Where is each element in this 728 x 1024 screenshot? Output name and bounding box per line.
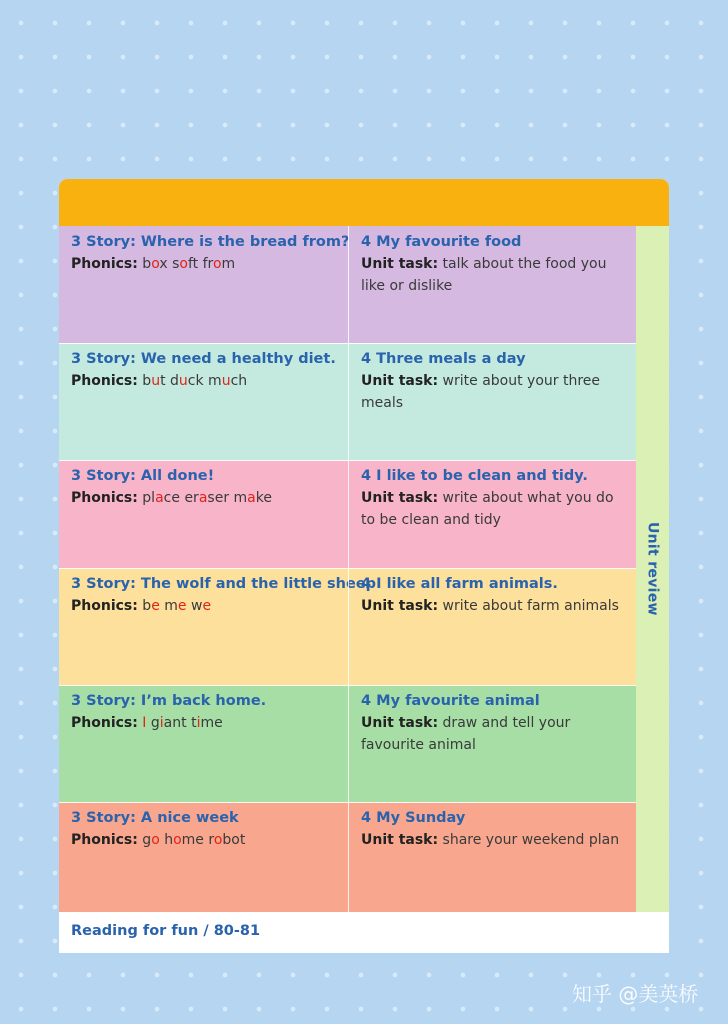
task-text-6: share your weekend plan [442,832,620,848]
phonics-highlight-letter: e [151,598,160,614]
topic-title-4: 4 I like all farm animals. [361,576,558,592]
phonics-highlight-letter: o [179,256,188,272]
story-title-4: 3 Story: The wolf and the little sheep [71,576,377,592]
topic-title-3: 4 I like to be clean and tidy. [361,468,588,484]
unit-row-2 [59,343,636,460]
story-cell-3 [59,460,348,568]
phonics-letters: ft [187,256,203,272]
phonics-label-6: Phonics: [71,832,138,848]
story-cell-1 [59,226,348,343]
phonics-label-3: Phonics: [71,490,138,506]
phonics-label-4: Phonics: [71,598,138,614]
phonics-letters: ser [207,490,234,506]
phonics-label-2: Phonics: [71,373,138,389]
task-text-4: write about farm animals [442,598,619,614]
phonics-letters: ck [187,373,209,389]
task-text-2: write about your three meals [361,373,601,411]
phonics-letters: pl [142,490,156,506]
unit-review-label: Unit review [644,522,661,616]
topic-cell-2 [348,343,636,460]
phonics-highlight-letter: i [196,715,201,731]
phonics-highlight-letter: a [155,490,164,506]
unit-row-3 [59,460,636,568]
story-title-5: 3 Story: I’m back home. [71,693,267,709]
unit-row-5 [59,685,636,802]
phonics-letters: ant [163,715,192,731]
story-cell-6 [59,802,348,912]
story-cell-2 [59,343,348,460]
reading-for-fun-footer [59,912,669,953]
phonics-letters: b [142,373,152,389]
task-label-6: Unit task: [361,832,439,848]
topic-cell-1 [348,226,636,343]
row-divider [59,568,636,569]
story-title-1: 3 Story: Where is the bread from? [71,234,350,250]
phonics-words-4 [142,598,211,614]
phonics-highlight-letter: u [221,373,231,389]
topic-title-2: 4 Three meals a day [361,351,526,367]
syllabus-card [59,179,669,953]
phonics-letters: t [160,373,171,389]
phonics-label-5: Phonics: [71,715,138,731]
phonics-letters: ce [163,490,185,506]
unit-row-1 [59,226,636,343]
row-divider [59,685,636,686]
zhihu-watermark: 知乎 @美英桥 [572,982,699,1006]
topic-cell-3 [348,460,636,568]
phonics-highlight-letter: u [151,373,161,389]
phonics-highlight-letter: o [173,832,182,848]
task-label-3: Unit task: [361,490,439,506]
phonics-letters: g [146,715,160,731]
task-text-1: talk about the food you like or dislike [361,256,607,294]
row-divider [59,460,636,461]
phonics-letters: ke [255,490,272,506]
topic-title-1: 4 My favourite food [361,234,522,250]
row-divider [59,343,636,344]
topic-title-5: 4 My favourite animal [361,693,540,709]
phonics-highlight-letter: o [212,256,222,272]
card-header-bar [59,179,669,226]
phonics-letters: m [164,598,178,614]
phonics-highlight-letter: e [177,598,187,614]
phonics-words-6 [142,832,245,848]
story-cell-5 [59,685,348,802]
phonics-highlight-letter: o [151,256,160,272]
story-title-3: 3 Story: All done! [71,468,215,484]
phonics-letters: me [200,715,223,731]
phonics-label-1: Phonics: [71,256,138,272]
phonics-letters: m [233,490,248,506]
phonics-letters: fr [202,256,213,272]
phonics-letters: er [184,490,199,506]
phonics-words-3 [142,490,272,506]
story-title-6: 3 Story: A nice week [71,810,239,826]
footer-text: Reading for fun / 80-81 [71,923,261,939]
story-cell-4 [59,568,377,685]
phonics-letters: me r [181,832,214,848]
phonics-words-1 [142,256,235,272]
phonics-letters: d [170,373,179,389]
topic-cell-4 [348,568,636,685]
unit-review-label-wrap [636,226,669,912]
topic-cell-5 [348,685,636,802]
phonics-words-2 [142,373,247,389]
phonics-letters: s [172,256,180,272]
task-label-5: Unit task: [361,715,439,731]
task-label-2: Unit task: [361,373,439,389]
phonics-letters: t [191,715,197,731]
topic-cell-6 [348,802,636,912]
phonics-highlight-letter: o [213,832,223,848]
phonics-letters: b [142,598,152,614]
phonics-highlight-letter: u [178,373,188,389]
task-text-5: draw and tell your favourite animal [361,715,571,753]
task-label-1: Unit task: [361,256,439,272]
phonics-letters: b [142,256,152,272]
phonics-words-5 [142,715,222,731]
unit-row-6 [59,802,636,912]
phonics-letters: m [208,373,222,389]
phonics-highlight-letter: o [151,832,160,848]
phonics-highlight-letter: e [202,598,212,614]
phonics-letters: bot [222,832,246,848]
story-title-2: 3 Story: We need a healthy diet. [71,351,336,367]
phonics-highlight-letter: I [142,715,147,731]
phonics-highlight-letter: i [159,715,164,731]
phonics-letters: h [159,832,174,848]
phonics-highlight-letter: a [198,490,208,506]
topic-title-6: 4 My Sunday [361,810,466,826]
phonics-letters: ch [230,373,248,389]
row-divider [59,802,636,803]
task-text-3: write about what you do to be clean and tidy [361,490,614,528]
phonics-letters: g [142,832,152,848]
phonics-highlight-letter: a [247,490,256,506]
phonics-letters: x [159,256,173,272]
phonics-letters: w [190,598,203,614]
task-label-4: Unit task: [361,598,439,614]
phonics-letters: m [221,256,236,272]
unit-row-4 [59,568,636,685]
